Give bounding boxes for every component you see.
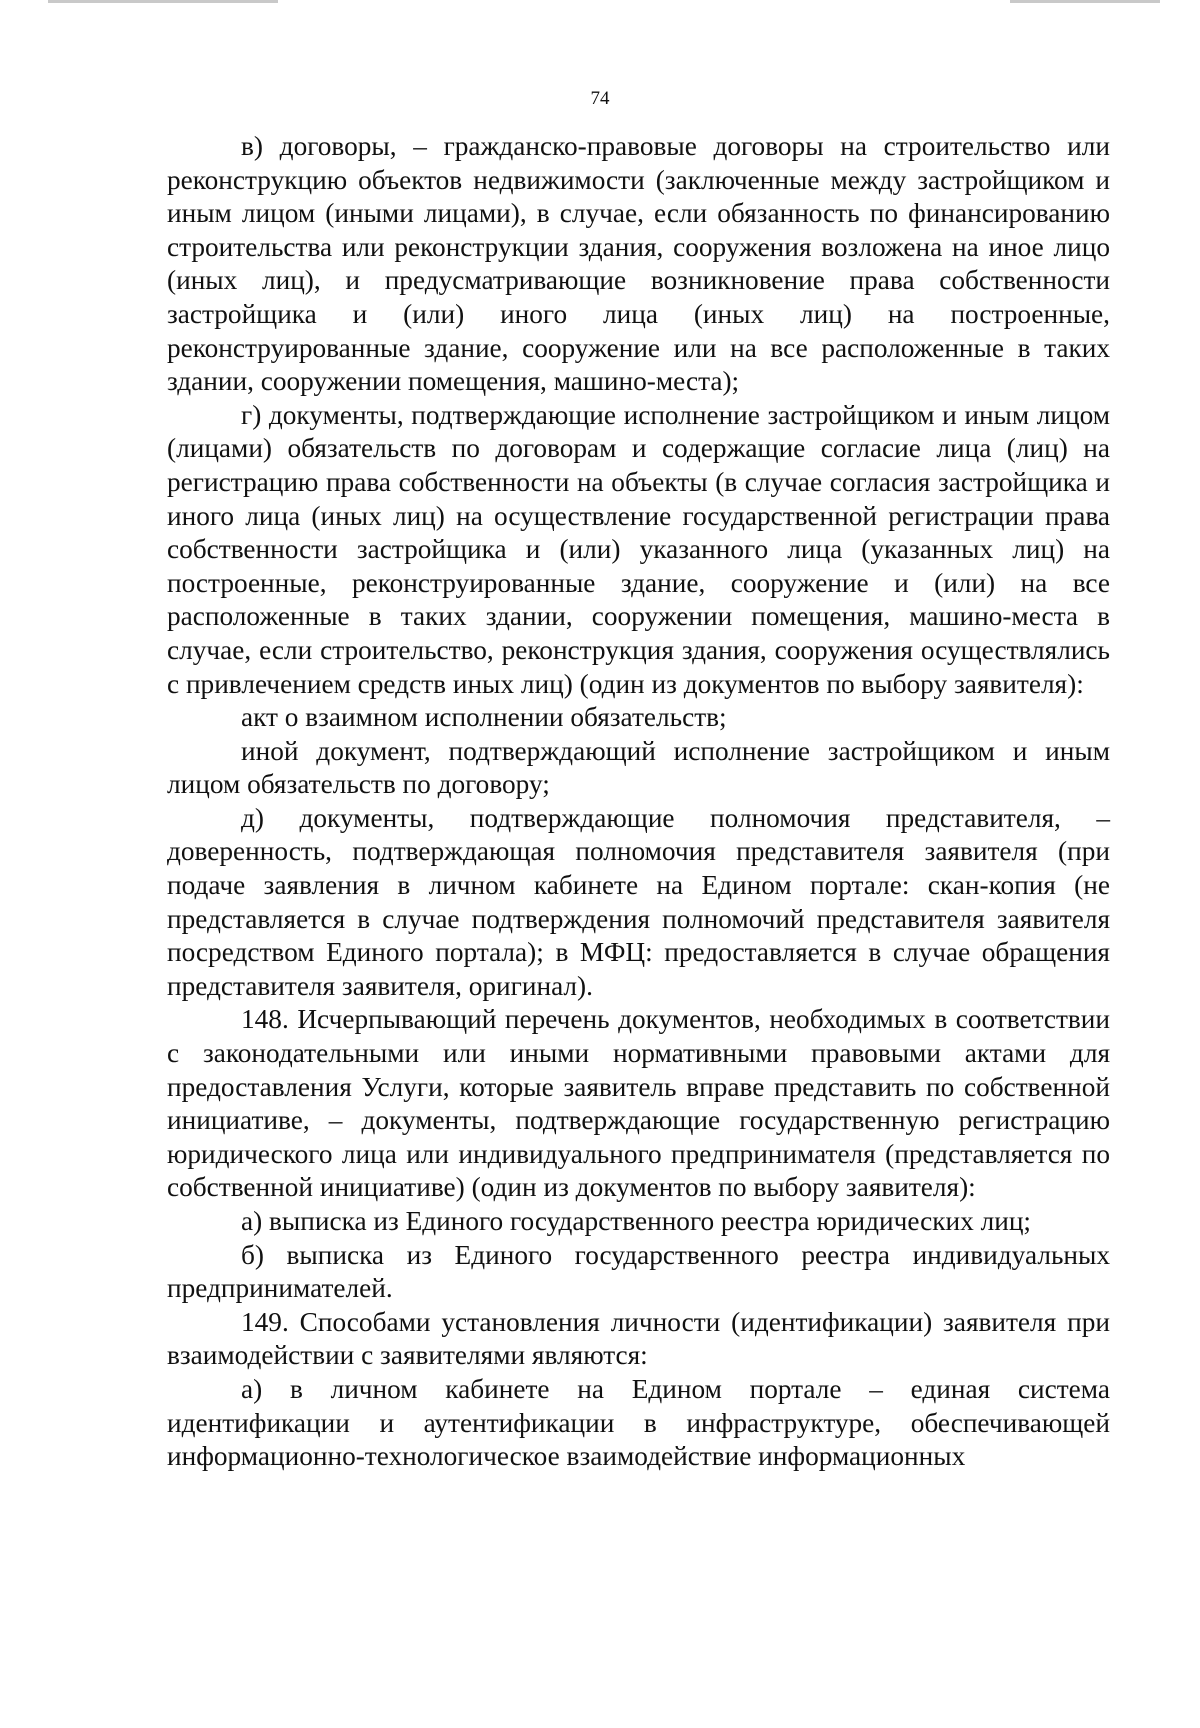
paragraph-b-egrip: б) выписка из Единого государственного реестра индивидуальных предпринимателей. <box>167 1239 1110 1304</box>
scan-edge-mark <box>48 0 278 3</box>
paragraph-other-document: иной документ, подтверждающий исполнение застройщиком и иным лицом обязательств по договору; <box>167 735 1110 800</box>
document-body <box>167 130 1110 1474</box>
paragraph-a-personal-account: а) в личном кабинете на Едином портале – единая система идентификации и аутентификации в инфраструктуре, обеспечивающей информационно-технологическое взаимодействие информационных <box>167 1373 1110 1472</box>
scan-edge-mark <box>1010 0 1160 3</box>
paragraph-mutual-act: акт о взаимном исполнении обязательств; <box>241 702 727 733</box>
paragraph-g-documents: г) документы, подтверждающие исполнение застройщиком и иным лицом (лицами) обязательств по договорам и содержащие согласие лица (лиц) на регистрацию права собственности на объекты (в случае согласия застройщика и иного лица (иных лиц) на осуществление государственной регистрации права собственности застройщика и (или) указанного лица (указанных лиц) на построенные, реконструированные здание, сооружение и (или) на все расположенные в таких здании, сооружении помещения, машино-места в случае, если строительство, реконструкция здания, сооружения осуществлялись с привлечением средств иных лиц) (один из документов по выбору заявителя): <box>167 399 1110 699</box>
paragraph-v-contracts: в) договоры, – гражданско-правовые договоры на строительство или реконструкцию объектов недвижимости (заключенные между застройщиком и иным лицом (иными лицами), в случае, если обязанность по финансированию строительства или реконструкции здания, сооружения возложена на иное лицо (иных лиц), и предусматривающие возникновение права собственности застройщика и (или) иного лица (иных лиц) на построенные, реконструированные здание, сооружение или на все расположенные в таких здании, сооружении помещения, машино-места); <box>167 131 1110 397</box>
page-number: 74 <box>590 88 610 109</box>
paragraph-d-representative: д) документы, подтверждающие полномочия представителя, – доверенность, подтверждающая полномочия представителя заявителя (при подаче заявления в личном кабинете на Едином портале: скан-копия (не представляется в случае подтверждения полномочий представителя заявителя посредством Единого портала); в МФЦ: предоставляется в случае обращения представителя заявителя, оригинал). <box>167 802 1110 1001</box>
paragraph-a-egrul: а) выписка из Единого государственного реестра юридических лиц; <box>241 1206 1032 1236</box>
paragraph-149: 149. Способами установления личности (идентификации) заявителя при взаимодействии с заявителями являются: <box>167 1306 1110 1371</box>
paragraph-148: 148. Исчерпывающий перечень документов, необходимых в соответствии с законодательными или иными нормативными правовыми актами для предоставления Услуги, которые заявитель вправе представить по собственной инициативе, – документы, подтверждающие государственную регистрацию юридического лица или индивидуального предпринимателя (представляется по собственной инициативе) (один из документов по выбору заявителя): <box>167 1004 1110 1203</box>
